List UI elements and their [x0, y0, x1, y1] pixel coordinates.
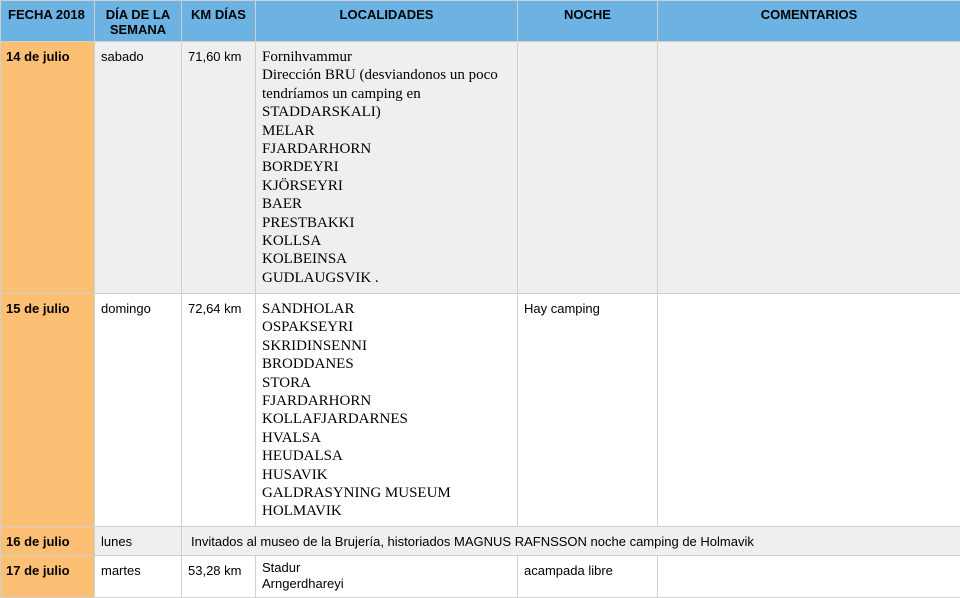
place-item: SANDHOLAR: [262, 300, 511, 318]
day-cell[interactable]: martes: [95, 556, 182, 598]
day-cell[interactable]: sabado: [95, 42, 182, 294]
place-item: KOLLSA: [262, 232, 511, 250]
header-noche[interactable]: NOCHE: [518, 1, 658, 42]
date-cell[interactable]: 16 de julio: [1, 527, 95, 556]
place-item: HUSAVIK: [262, 466, 511, 484]
merged-note-cell[interactable]: Invitados al museo de la Brujería, historiados MAGNUS RAFNSSON noche camping de Holmavik: [182, 527, 960, 556]
place-item: SKRIDINSENNI: [262, 337, 511, 355]
header-row: [1, 1, 960, 42]
place-item: HOLMAVIK: [262, 502, 511, 520]
header-km[interactable]: KM DÍAS: [182, 1, 256, 42]
place-item: OSPAKSEYRI: [262, 318, 511, 336]
place-item: KJÖRSEYRI: [262, 177, 511, 195]
place-item: Dirección BRU (desviandonos un poco tendríamos un camping en STADDARSKALI): [262, 66, 511, 121]
place-item: BAER: [262, 195, 511, 213]
place-item: GUDLAUGSVIK .: [262, 269, 511, 287]
places-cell[interactable]: [256, 294, 518, 527]
place-item: KOLLAFJARDARNES: [262, 410, 511, 428]
place-item: PRESTBAKKI: [262, 214, 511, 232]
place-item: BORDEYRI: [262, 158, 511, 176]
header-comentarios[interactable]: COMENTARIOS: [658, 1, 960, 42]
date-cell[interactable]: 15 de julio: [1, 294, 95, 527]
night-cell[interactable]: Hay camping: [518, 294, 658, 527]
table-row: [1, 527, 960, 556]
km-cell[interactable]: 53,28 km: [182, 556, 256, 598]
header-dia[interactable]: DÍA DE LA SEMANA: [95, 1, 182, 42]
place-item: KOLBEINSA: [262, 250, 511, 268]
place-item: HVALSA: [262, 429, 511, 447]
place-item: MELAR: [262, 122, 511, 140]
day-cell[interactable]: domingo: [95, 294, 182, 527]
km-cell[interactable]: 71,60 km: [182, 42, 256, 294]
places-cell[interactable]: [256, 42, 518, 294]
place-item: HEUDALSA: [262, 447, 511, 465]
place-item: STORA: [262, 374, 511, 392]
night-cell[interactable]: [518, 42, 658, 294]
place-item: Fornihvammur: [262, 48, 511, 66]
date-cell[interactable]: 14 de julio: [1, 42, 95, 294]
places-cell[interactable]: [256, 556, 518, 598]
place-item: FJARDARHORN: [262, 392, 511, 410]
date-cell[interactable]: 17 de julio: [1, 556, 95, 598]
comments-cell[interactable]: [658, 42, 960, 294]
night-cell[interactable]: acampada libre: [518, 556, 658, 598]
km-cell[interactable]: 72,64 km: [182, 294, 256, 527]
day-cell[interactable]: lunes: [95, 527, 182, 556]
place-item: FJARDARHORN: [262, 140, 511, 158]
place-item: Arngerdhareyi: [262, 576, 511, 592]
comments-cell[interactable]: [658, 294, 960, 527]
table-row: [1, 556, 960, 598]
place-item: Stadur: [262, 560, 511, 576]
table-row: [1, 42, 960, 294]
comments-cell[interactable]: [658, 556, 960, 598]
header-localidades[interactable]: LOCALIDADES: [256, 1, 518, 42]
table-row: [1, 294, 960, 527]
place-item: BRODDANES: [262, 355, 511, 373]
header-fecha[interactable]: FECHA 2018: [1, 1, 95, 42]
place-item: GALDRASYNING MUSEUM: [262, 484, 511, 502]
